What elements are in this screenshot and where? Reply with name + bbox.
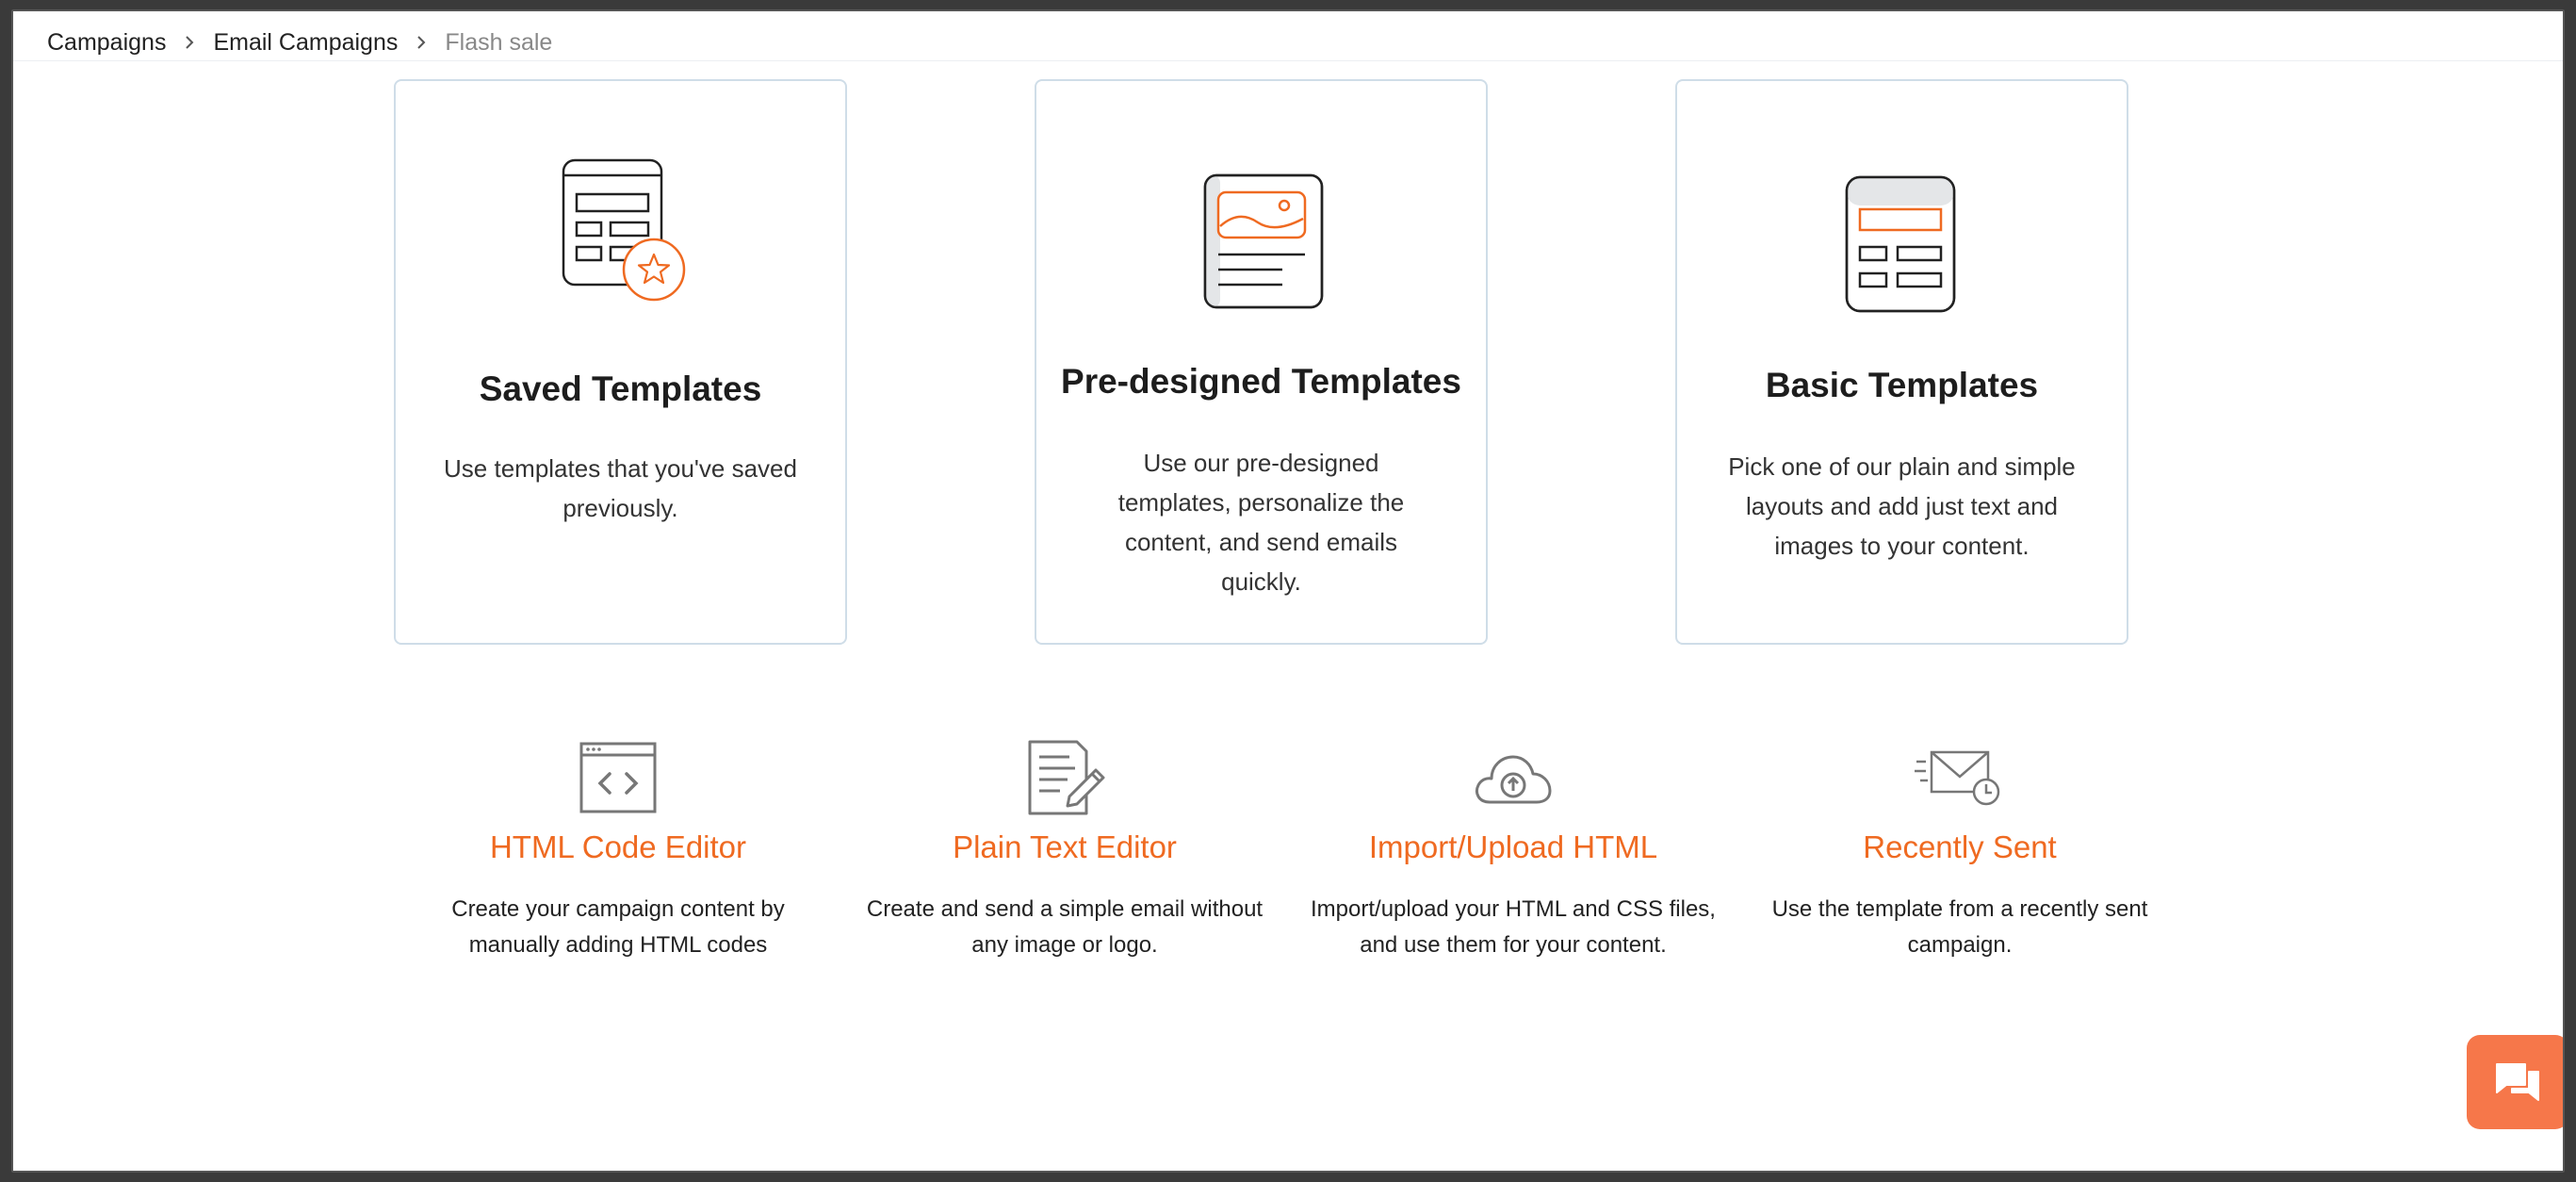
option-title: Recently Sent — [1863, 829, 2057, 864]
option-description: Create and send a simple email without any image or logo. — [866, 896, 1264, 958]
import-upload-html-option[interactable] — [1306, 737, 1720, 963]
chat-button[interactable] — [2467, 1035, 2565, 1129]
breadcrumb-email-campaigns[interactable]: Email Campaigns — [213, 28, 399, 56]
cloud-upload-icon — [1306, 737, 1720, 818]
card-description: Use our pre-designed templates, personalize the content, and send emails quickly. — [1117, 449, 1405, 596]
card-title: Pre-designed Templates — [1061, 362, 1461, 401]
saved-templates-icon — [396, 156, 845, 307]
option-description: Create your campaign content by manually adding HTML codes — [451, 896, 785, 958]
basic-templates-icon — [1677, 173, 2127, 315]
predesigned-templates-card[interactable] — [1035, 79, 1488, 645]
option-description: Import/upload your HTML and CSS files, and use them for your content. — [1311, 896, 1716, 958]
saved-templates-card[interactable] — [394, 79, 847, 645]
breadcrumb-current: Flash sale — [445, 28, 553, 56]
app-window — [11, 9, 2565, 1173]
code-editor-icon — [411, 737, 825, 818]
option-title: Import/Upload HTML — [1368, 829, 1658, 864]
chat-icon — [2491, 1057, 2544, 1108]
plain-text-icon — [857, 737, 1272, 818]
predesigned-templates-icon — [1036, 172, 1486, 313]
breadcrumb — [47, 19, 552, 66]
chevron-right-icon — [415, 33, 428, 52]
option-description: Use the template from a recently sent campaign. — [1771, 896, 2148, 958]
basic-templates-card[interactable] — [1675, 79, 2128, 645]
breadcrumb-campaigns[interactable]: Campaigns — [47, 28, 167, 56]
chevron-right-icon — [183, 33, 196, 52]
card-title: Saved Templates — [479, 369, 762, 408]
card-description: Pick one of our plain and simple layouts and add just text and images to your content. — [1728, 452, 2076, 560]
header-divider — [13, 60, 2563, 61]
recently-sent-option[interactable] — [1753, 737, 2167, 963]
plain-text-editor-option[interactable] — [857, 737, 1272, 963]
option-title: Plain Text Editor — [953, 829, 1177, 864]
option-title: HTML Code Editor — [489, 829, 747, 864]
html-code-editor-option[interactable] — [411, 737, 825, 963]
card-description: Use templates that you've saved previously. — [444, 454, 797, 522]
recent-mail-icon — [1753, 737, 2167, 818]
card-title: Basic Templates — [1765, 366, 2039, 404]
